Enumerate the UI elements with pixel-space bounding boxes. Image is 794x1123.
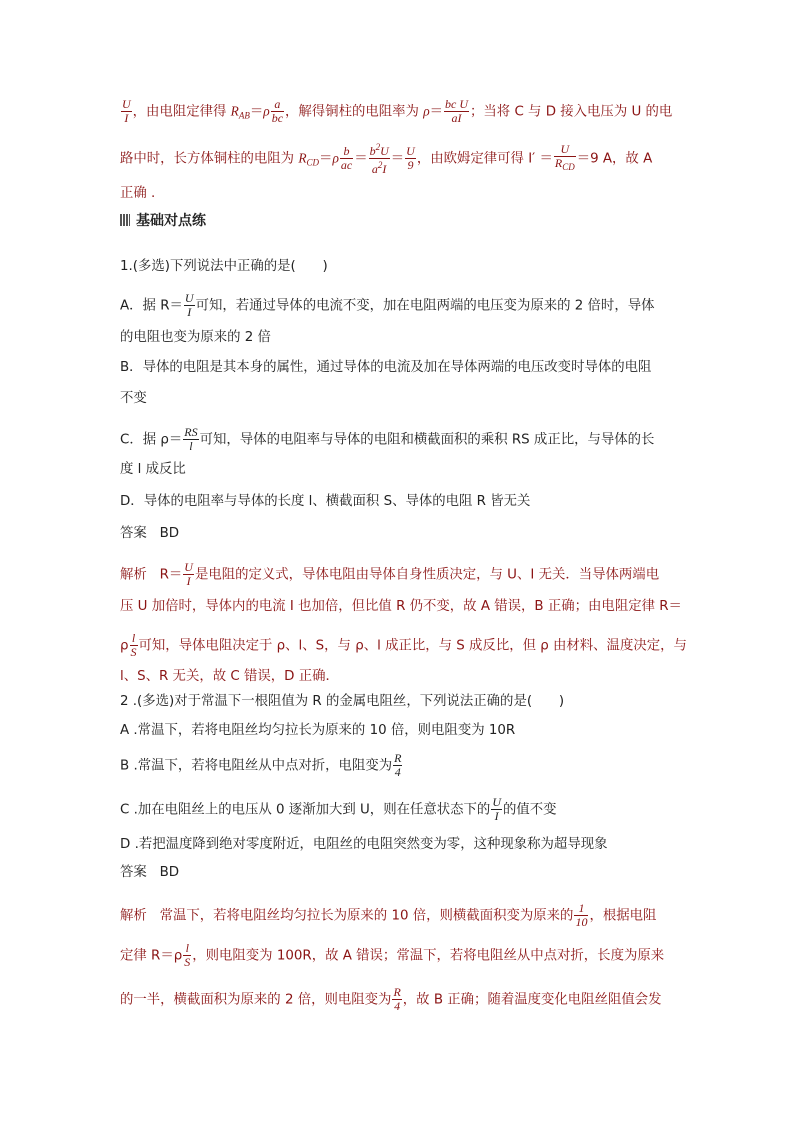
q2-option-a: A .常温下，若将电阻丝均匀拉长为原来的 10 倍，则电阻变为 10R <box>120 723 516 738</box>
fraction-u-over-9: $\frac{U}{9}$ <box>406 144 415 172</box>
fraction-a-over-bc: $\frac{a}{bc}$ <box>271 97 284 125</box>
intro-line-3: 正确 . <box>120 186 156 201</box>
fraction-u-over-i: $\frac{U}{I}$ <box>184 291 194 319</box>
q2-explanation-line1: 解析 常温下，若将电阻丝均匀拉长为原来的 10 倍，则横截面积变为原来的 $\frac{1}{10}$ ，根据电阻 <box>120 901 657 929</box>
fraction-u-over-i: $\frac{U}{I}$ <box>184 560 193 588</box>
q1-option-b-line1: B．导体的电阻是其本身的属性，通过导体的电流及加在导体两端的电压改变时导体的电阻 <box>120 360 652 375</box>
fraction-b2u-over-a2i: $\frac{b^2U}{a^2I}$ <box>369 142 389 176</box>
fraction-rs-over-l: $\frac{RS}{l}$ <box>184 425 198 453</box>
q1-option-d: D．导体的电阻率与导体的长度 l、横截面积 S、导体的电阻 R 皆无关 <box>120 494 531 509</box>
q1-explanation-line2: 压 U 加倍时，导体内的电流 I 也加倍，但比值 R 仍不变，故 A 错误，B 正确；由电阻定律 R＝ <box>120 599 682 614</box>
fraction-bcu-over-ai: $\frac{\text{bc U}}{aI}$ <box>445 97 469 125</box>
q1-explanation-line3: ρ $\frac{l}{S}$ 可知，导体电阻决定于 ρ、l、S，与 ρ、l 成正比，与 S 成反比，但 ρ 由材料、温度决定，与 <box>120 631 687 659</box>
fraction-r-over-4: $\frac{R}{4}$ <box>393 985 401 1013</box>
intro-line-1: $\frac{U}{I}$ ，由电阻定律得 $R_{AB}=\rho$ $\frac{a}{bc}$ ，解得铜柱的电阻率为 ρ＝ $\frac{\text{bc U}}{aI}$ ；当将 C 与 D 接入电压为 U 的电 <box>122 97 673 125</box>
fraction-l-over-s: $\frac{l}{S}$ <box>184 941 191 969</box>
q1-explanation-line1: 解析 R＝ $\frac{U}{I}$ 是电阻的定义式，导体电阻由导体自身性质决定，与 U、I 无关．当导体两端电 <box>120 560 660 588</box>
fraction-u-over-i: $\frac{U}{I}$ <box>492 795 501 823</box>
section-bars-icon <box>120 214 130 226</box>
q1-option-b-line2: 不变 <box>120 391 147 406</box>
q1-option-a-line1: A．据 R＝ $\frac{U}{I}$ 可知，若通过导体的电流不变，加在电阻两端的电压变为原来的 2 倍时，导体 <box>120 291 655 319</box>
fraction-u-over-rcd: $\frac{U}{R_{CD}}$ <box>554 142 575 172</box>
q1-explanation-line4: l、S、R 无关，故 C 错误，D 正确． <box>120 669 339 684</box>
q2-stem: 2 .(多选)对于常温下一根阻值为 R 的金属电阻丝，下列说法正确的是( ) <box>120 694 565 709</box>
q1-option-c-line1: C．据 ρ＝ $\frac{RS}{l}$ 可知，导体的电阻率与导体的电阻和横截面积的乘积 RS 成正比，与导体的长 <box>120 425 655 453</box>
q1-stem: 1.(多选)下列说法中正确的是( ) <box>120 259 328 274</box>
intro-line-2: 路中时，长方体铜柱的电阻为 $R_{CD}=\rho$ $\frac{b}{ac}$ ＝ $\frac{b^2U}{a^2I}$ ＝ $\frac{U}{9}$ ，由欧姆定律可得 I′ ＝ $\frac{U}{R_{CD}}$ ＝9 A，故 A <box>120 142 653 176</box>
q2-option-b: B .常温下，若将电阻丝从中点对折，电阻变为 $\frac{R}{4}$ <box>120 751 402 779</box>
fraction-r-over-4: $\frac{R}{4}$ <box>394 751 402 779</box>
fraction-1-over-10: $\frac{1}{10}$ <box>575 901 588 929</box>
q1-option-c-line2: 度 l 成反比 <box>120 462 186 477</box>
q2-answer: 答案 BD <box>120 865 180 880</box>
section-header: 基础对点练 <box>120 210 206 230</box>
fraction-u-over-i: $\frac{U}{I}$ <box>122 97 131 125</box>
fraction-b-over-ac: $\frac{b}{ac}$ <box>340 144 353 172</box>
q1-answer: 答案 BD <box>120 526 180 541</box>
fraction-l-over-s: $\frac{l}{S}$ <box>130 631 137 659</box>
q2-option-d: D .若把温度降到绝对零度附近，电阻丝的电阻突然变为零，这种现象称为超导现象 <box>120 837 608 852</box>
q2-option-c: C .加在电阻丝上的电压从 0 逐渐加大到 U，则在任意状态下的 $\frac{U}{I}$ 的值不变 <box>120 795 557 823</box>
q1-option-a-line2: 的电阻也变为原来的 2 倍 <box>120 330 271 345</box>
q2-explanation-line3: 的一半，横截面积为原来的 2 倍，则电阻变为 $\frac{R}{4}$ ，故 B 正确；随着温度变化电阻丝阻值会发 <box>120 985 662 1013</box>
q2-explanation-line2: 定律 R＝ρ $\frac{l}{S}$ ，则电阻变为 100R，故 A 错误；常温下，若将电阻丝从中点对折，长度为原来 <box>120 941 665 969</box>
